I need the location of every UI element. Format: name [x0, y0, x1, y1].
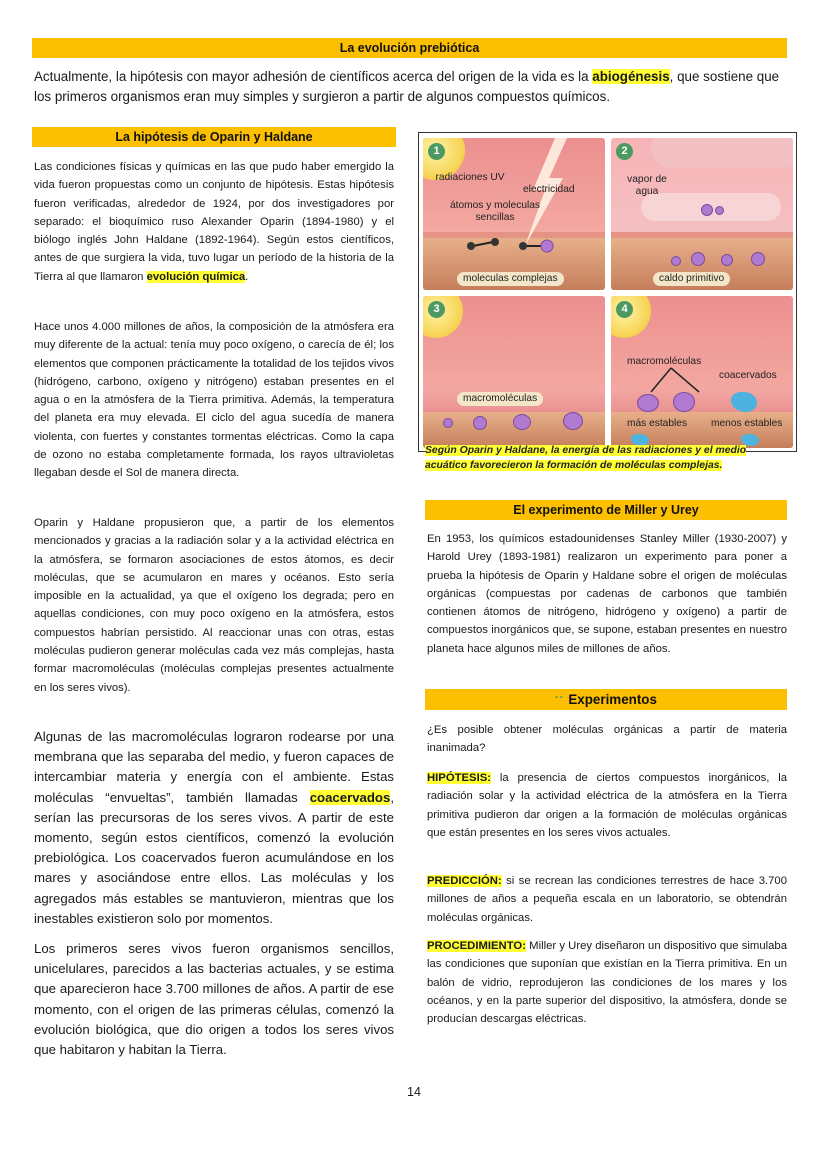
teal-dots-icon: ·· [555, 692, 565, 704]
macromolecules-label-4: macromoléculas [627, 356, 702, 367]
coacervates-label: coacervados [719, 370, 777, 381]
panel-3-number: 3 [428, 301, 445, 318]
p4-text: Algunas de las macromoléculas lograron rodearse por una membrana que las separaba del medio, y fueron capaces de intercambiar materia y energía con el ambiente. Estas moléculas “envueltas”, también llamadas [34, 729, 394, 805]
complex-molecules-label: moleculas complejas [457, 272, 564, 286]
macromolecules-label: macromoléculas [457, 392, 543, 406]
miller-urey-paragraph: En 1953, los químicos estadounidenses Stanley Miller (1930-2007) y Harold Urey (1893-1981) realizaron un experimento para poner a prueba la hipótesis de Oparin y Haldane sobre el origen de moléculas orgánicas (compuestas por cadenas de carbonos que también contienen átomos de nitrógeno, hidrógeno y oxígeno) a partir de compuestos inorgánicos que, se supone, estaban presentes en nuestro planeta hace algunos miles de millones de años. [427, 533, 787, 655]
coacervates-highlight: coacervados [309, 789, 391, 805]
panel-1-number: 1 [428, 143, 445, 160]
intro-text-before: Actualmente, la hipótesis con mayor adhesión de científicos acerca del origen de la vida es la [34, 69, 593, 84]
less-stable-label: menos estables [711, 418, 783, 429]
experiments-heading-text: Experimentos [568, 692, 657, 707]
primitive-broth-label: caldo primitivo [653, 272, 730, 286]
left-paragraph-1 [34, 158, 394, 286]
experiments-heading [425, 689, 787, 710]
more-stable-label: más estables [627, 418, 688, 429]
molecule-diagram [453, 226, 563, 256]
prediction-paragraph [427, 872, 787, 927]
experiment-question: ¿Es posible obtener moléculas orgánicas a partir de materia inanimada? [427, 724, 787, 755]
prediction-text: si se recrean las condiciones terrestres de hace 3.700 millones de años a pequeña escala en un laboratorio, se obtendrán moléculas orgánicas. [427, 875, 787, 924]
p1-text: Las condiciones físicas y químicas en las que pudo haber emergido la vida fueron propuestas como un conjunto de hipótesis. Estas hipótesis fueron verificadas, alrededor de 1924, por dos investigadores por separado: el bioquímico ruso Alexander Oparin (1894-1980) y el biólogo inglés John Haldane (1892-1964). Según estos científicos, antes de que surgiera la vida, tuvo lugar un período de la historia de la Tierra al que llamaron [34, 161, 394, 283]
figure-panel-1 [423, 138, 605, 290]
water-vapor-label: vapor de agua [627, 174, 667, 197]
panel-4-number: 4 [616, 301, 633, 318]
hypothesis-label: HIPÓTESIS: [427, 772, 492, 784]
miller-urey-heading: El experimento de Miller y Urey [425, 500, 787, 520]
electricity-label: electricidad [523, 184, 575, 195]
left-paragraph-4 [34, 727, 394, 929]
uv-radiation-label: radiaciones UV [435, 172, 505, 183]
prediction-label: PREDICCIÓN: [427, 875, 502, 887]
abiogenesis-highlight: abiogénesis [592, 69, 670, 84]
oparin-haldane-figure [418, 132, 797, 452]
page-number: 14 [407, 1085, 421, 1099]
p4-end: , serían las precursoras de los seres vivos. A partir de este momento, según estos científicos, comenzó la evolución prebiológica. Los coacervados fueron acumulándose en los mares y asociándose entre ellos. Las moléculas y los agregados más estables se mantuvieron, mientras que los inestables existieron solo por momentos. [34, 789, 394, 926]
hypothesis-paragraph [427, 769, 787, 842]
intro-paragraph [34, 67, 786, 107]
procedure-paragraph [427, 937, 787, 1028]
p1-end: . [245, 270, 249, 283]
figure-caption [425, 444, 787, 473]
intro-text-after: , que sostiene que los primeros organismos eran muy simples y surgieron a partir de algunos compuestos químicos. [34, 69, 780, 104]
figure-caption-text: Según Oparin y Haldane, la energía de las radiaciones y el medio acuático favorecieron la formación de moléculas complejas. [425, 445, 747, 471]
oparin-haldane-heading: La hipótesis de Oparin y Haldane [32, 127, 396, 147]
hypothesis-text: la presencia de ciertos compuestos inorgánicos, la radiación solar y la actividad eléctrica de la atmósfera en la Tierra primitiva pudieron dar origen a la formación de moléculas orgánicas que están presentes en los seres vivos actuales. [427, 772, 787, 839]
atoms-label: átomos y moleculas sencillas [449, 200, 541, 223]
panel-2-number: 2 [616, 143, 633, 160]
left-paragraph-3: Oparin y Haldane propusieron que, a partir de los elementos mencionados y gracias a la radiación solar y a la actividad eléctrica en la atmósfera, se formaron asociaciones de estos átomos, es decir moléculas, que se acumularon en mares y océanos. Esto sería imposible en la actualidad, ya que el oxígeno los degrada; pero en aquellas condiciones, con muy poco oxígeno en la atmósfera, estos compuestos habrían persistido. Al reaccionar unas con otras, estas moléculas pudieron generar moléculas cada vez más complejas, hasta formar macromoléculas (moléculas complejas presentes actualmente en los seres vivos). [34, 517, 394, 694]
figure-panel-3 [423, 296, 605, 448]
chemical-evolution-highlight: evolución química [146, 270, 246, 283]
figure-panel-4 [611, 296, 793, 448]
left-paragraph-2: Hace unos 4.000 millones de años, la composición de la atmósfera era muy diferente de la actual: tenía muy poco oxígeno, o carecía de él; los elementos que componen prácticamente la totalidad de los tejidos vivos (hidrógeno, carbono, oxígeno y nitrógeno) estaban presentes en el agua o en la atmósfera de la Tierra primitiva. Además, la temperatura del planeta era muy elevada. El ciclo del agua sucedía de manera violenta, con fuertes y constantes tormentas eléctricas. Como la capa de ozono no estaba completamente formada, los rayos ultravioletas llegaban desde el Sol de manera directa. [34, 321, 394, 480]
procedure-label: PROCEDIMIENTO: [427, 940, 526, 952]
page-title: La evolución prebiótica [32, 38, 787, 58]
procedure-text: Miller y Urey diseñaron un dispositivo que simulaba las condiciones que suponían que existían en la Tierra primitiva. En un balón de vidrio, reprodujeron las condiciones de los mares y los océanos, y en la parte superior del dispositivo, la atmósfera, donde se producían descargas eléctricas. [427, 940, 787, 1026]
figure-panel-2 [611, 138, 793, 290]
left-paragraph-5: Los primeros seres vivos fueron organismos sencillos, unicelulares, parecidos a las bacterias actuales, y se estima que aparecieron hace 3.700 millones de años. A partir de ese momento, con el origen de las primeras células, comenzó la evolución biológica, que dio origen a todos los seres vivos que habitaron y habitan la Tierra. [34, 941, 394, 1058]
